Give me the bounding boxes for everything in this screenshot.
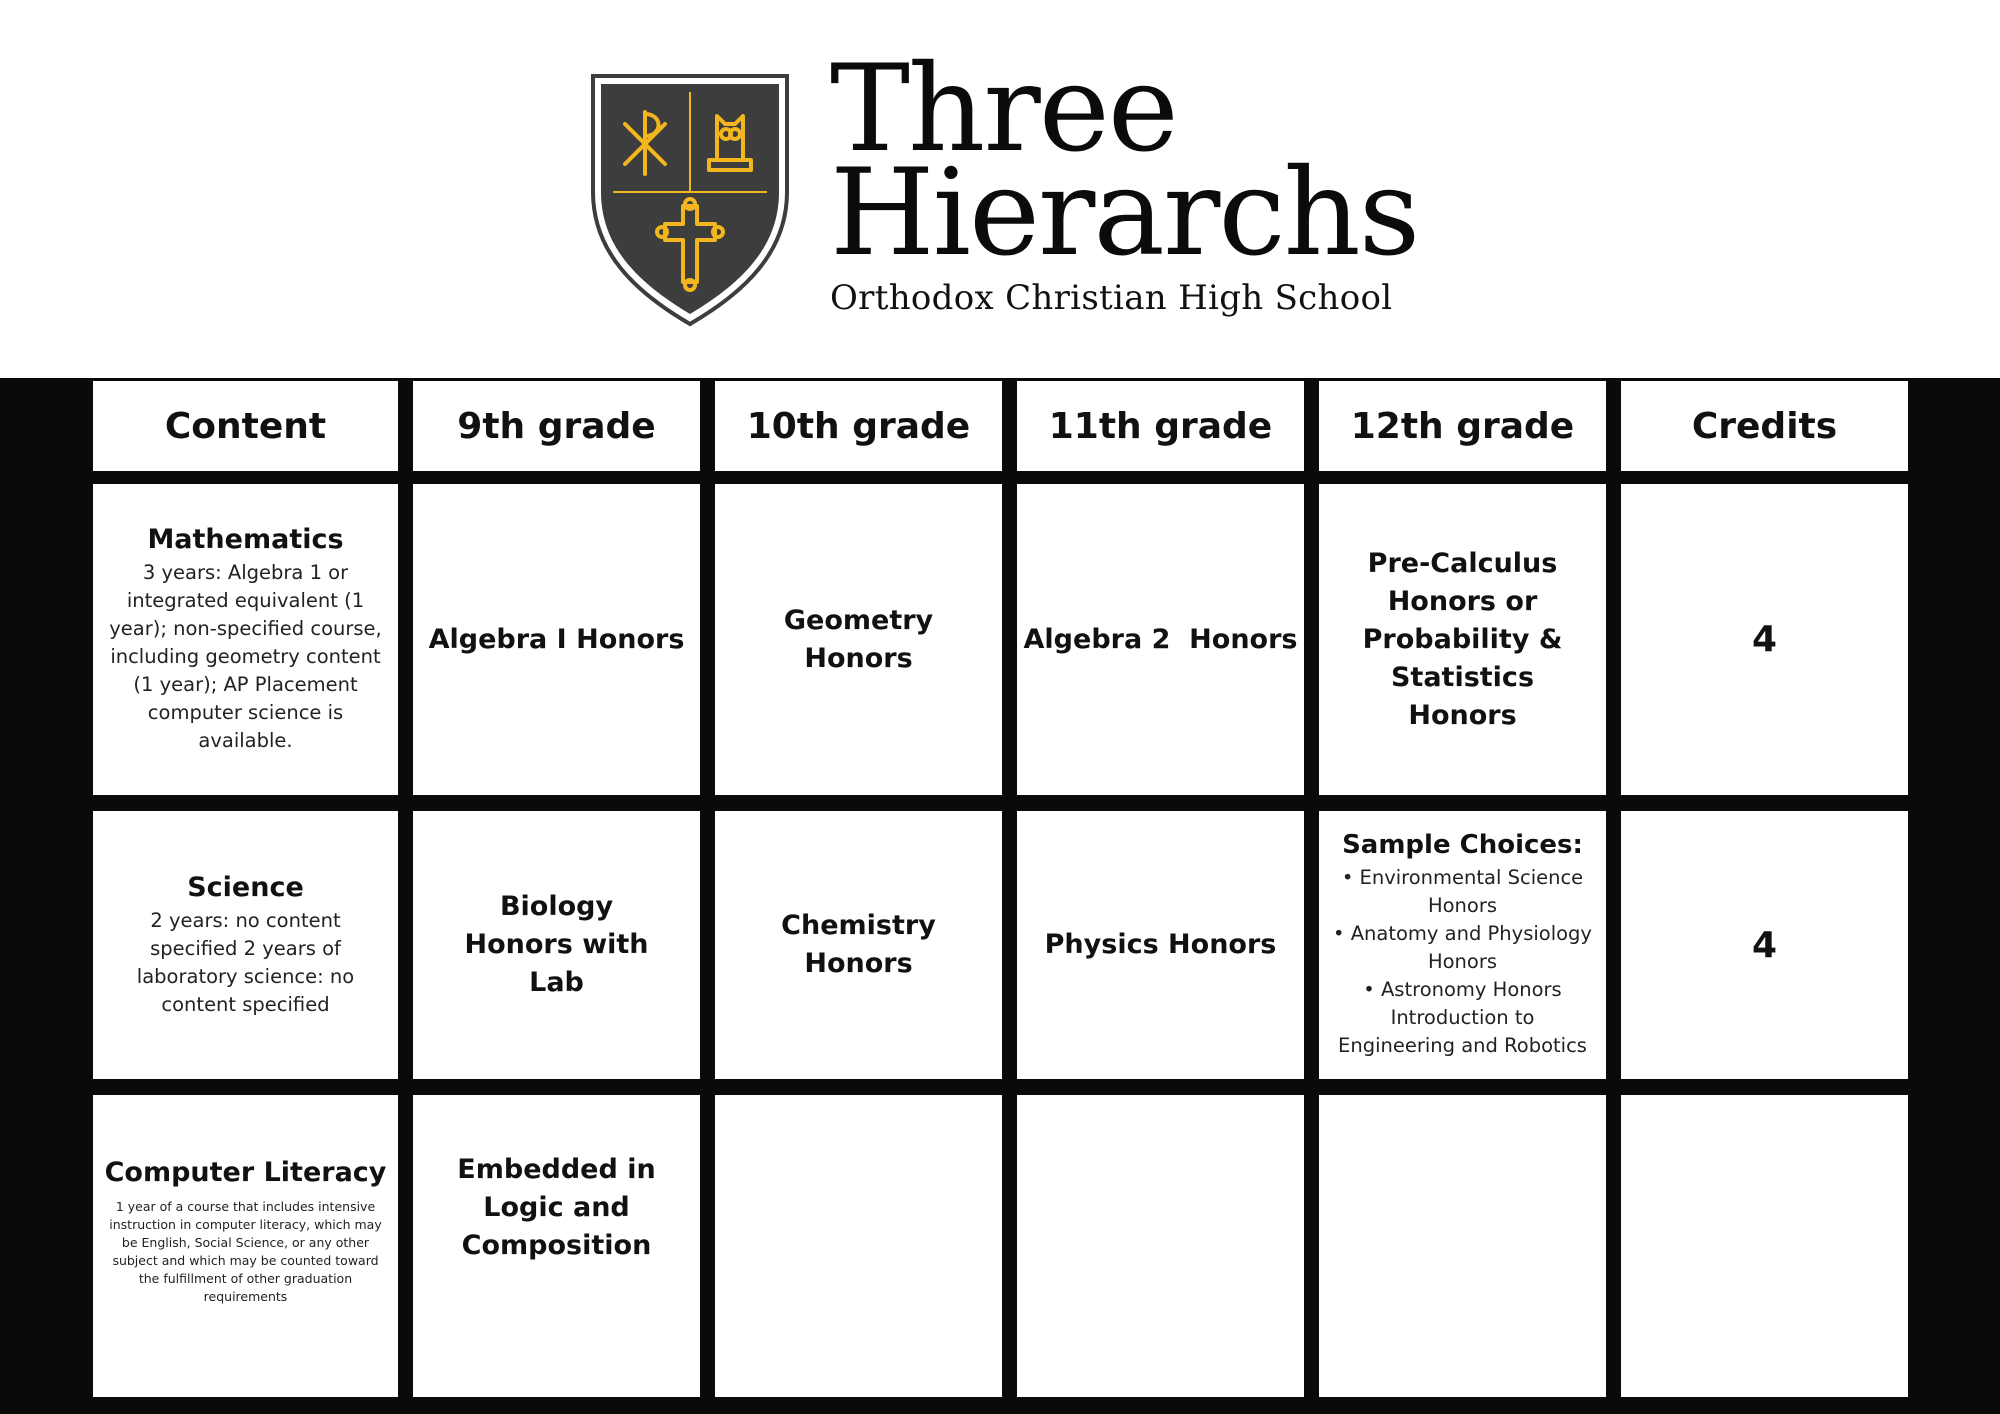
row-computer-grade11 [1017,1095,1304,1397]
row-math-grade10 [715,484,1002,795]
course-name: Chemistry Honors [781,910,936,979]
sample-choices-title: Sample Choices: [1342,830,1583,860]
school-crest-icon [585,72,795,330]
credit-value: 4 [1751,619,1778,660]
header-label: 12th grade [1350,405,1575,447]
row-science-grade11 [1017,811,1304,1079]
school-name [830,40,1419,318]
course-name: Embedded in Logic and Composition [457,1154,656,1261]
row-computer-grade9 [413,1095,700,1397]
sample-choice-item: • Anatomy and Physiology Honors [1333,922,1592,973]
course-name: Algebra 2 Honors [1023,623,1298,655]
row-computer-credits [1621,1095,1908,1397]
row-computer-grade10 [715,1095,1002,1397]
page-header [0,0,2000,378]
credit-value: 4 [1751,924,1778,966]
sample-choice-item: Introduction to Engineering and Robotics [1338,1006,1587,1057]
course-name: Pre-Calculus Honors or Probability & Statistics Honors [1362,547,1563,731]
school-subtitle: Orthodox Christian High School [830,278,1393,318]
row-science-grade9 [413,811,700,1079]
row-computer-grade12 [1319,1095,1606,1397]
header-grade10 [715,381,1002,471]
subject-title: Mathematics [147,524,344,555]
header-grade11 [1017,381,1304,471]
row-math-grade11 [1017,484,1304,795]
header-label: Credits [1691,405,1838,447]
sample-choice-item: • Astronomy Honors [1363,978,1562,1001]
subject-description: 3 years: Algebra 1 or integrated equivalent (1 year); non-specified course, including geometry content (1 year); AP Placement computer science is available. [109,561,382,752]
row-science-credits [1621,811,1908,1079]
row-math-subject [93,484,398,795]
curriculum-table [0,378,2000,1414]
row-science-grade10 [715,811,1002,1079]
school-name-line2: Hierarchs [830,144,1419,283]
school-name-line1: Three [830,40,1177,179]
subject-title: Science [187,871,304,903]
course-name: Geometry Honors [783,604,934,674]
header-label: 11th grade [1048,405,1273,447]
row-science-grade12 [1319,811,1606,1079]
subject-title: Computer Literacy [104,1157,387,1188]
row-math-grade12 [1319,484,1606,795]
header-label: 9th grade [457,405,656,447]
header-credits [1621,381,1908,471]
header-grade9 [413,381,700,471]
subject-description: 1 year of a course that includes intensive instruction in computer literacy, which may be English, Social Science, or any other subject and which may be counted toward the fulfillment of other graduation requirements [109,1199,382,1304]
row-math-credits [1621,484,1908,795]
header-grade12 [1319,381,1606,471]
row-math-grade9 [413,484,700,795]
header-content [93,381,398,471]
course-name: Physics Honors [1044,929,1277,960]
row-computer-subject [93,1095,398,1397]
header-label: 10th grade [746,405,971,447]
subject-description: 2 years: no content specified 2 years of laboratory science: no content specified [136,908,355,1016]
header-label: Content [164,405,327,447]
row-science-subject [93,811,398,1079]
sample-choice-item: • Environmental Science Honors [1341,866,1584,917]
course-name: Biology Honors with Lab [464,891,649,998]
course-name: Algebra I Honors [428,623,685,655]
